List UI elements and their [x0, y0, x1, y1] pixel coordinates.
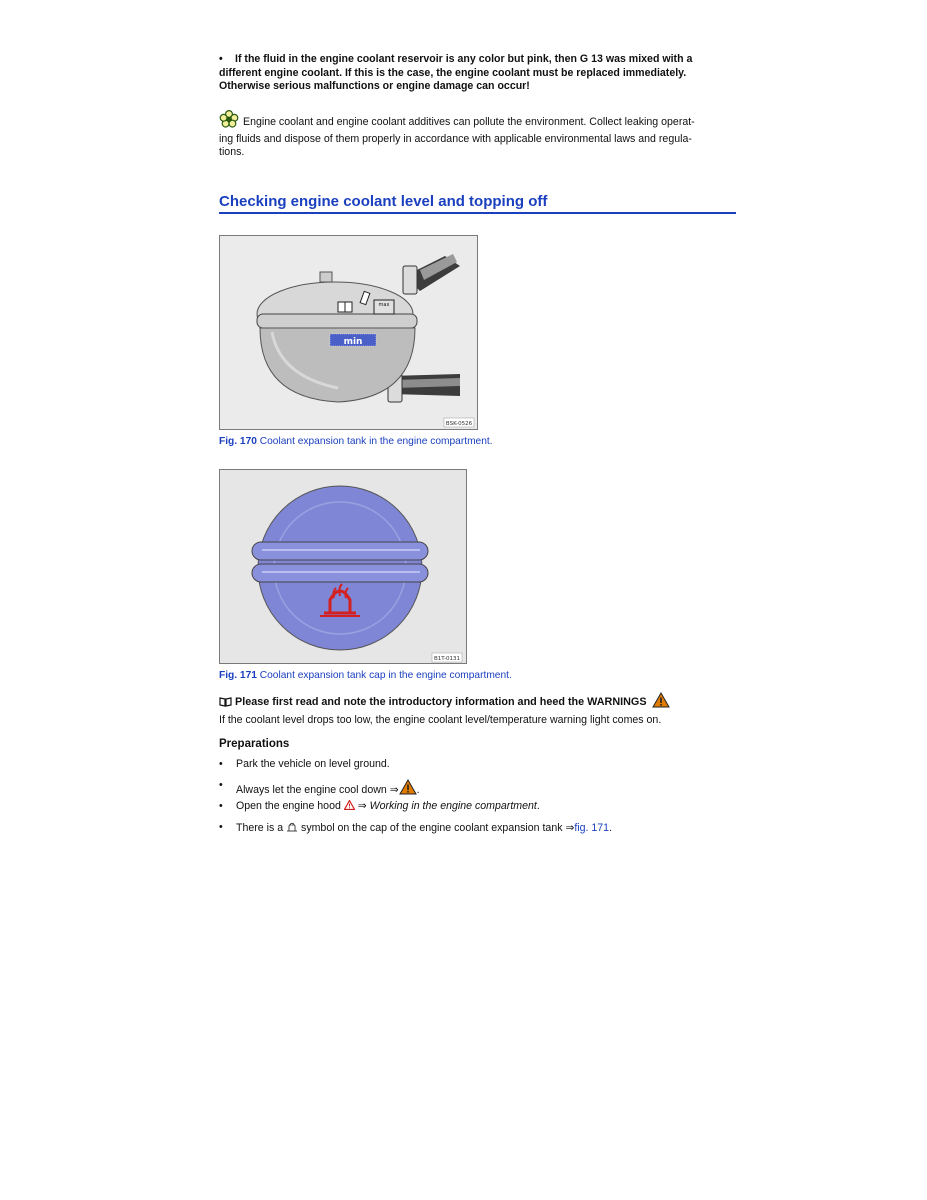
env-line-1: Engine coolant and engine coolant additives can pollute the environment. Collect leaking operat-: [243, 116, 695, 128]
environment-note: [219, 110, 739, 160]
list-item-text: Always let the engine cool down ⇒: [236, 784, 399, 796]
bullet: •: [219, 53, 223, 65]
warning-triangle-icon[interactable]: [652, 692, 670, 711]
cross-reference-link[interactable]: Working in the engine compartment: [369, 800, 537, 812]
warning-bullet: [219, 53, 739, 94]
flower-icon: [219, 110, 239, 133]
env-line-3: tions.: [219, 146, 245, 158]
red-warning-icon[interactable]: [344, 800, 355, 813]
figure-170-label: Fig. 170: [219, 436, 257, 447]
list-item: [219, 800, 612, 821]
preparations-title: Preparations: [219, 738, 290, 750]
read-note-text: Please first read and note the introductory information and heed the WARNINGS: [235, 696, 647, 708]
list-item-text-after: symbol on the cap of the engine coolant expansion tank ⇒: [301, 822, 575, 834]
list-item-text: Park the vehicle on level ground.: [236, 758, 390, 770]
figure-171-label: Fig. 171: [219, 670, 257, 681]
preparations-list: [219, 758, 612, 842]
warning-line-3: Otherwise serious malfunctions or engine damage can occur!: [219, 80, 530, 92]
warning-line-1: If the fluid in the engine coolant reservoir is any color but pink, then G 13 was mixed with a: [235, 53, 693, 65]
bullet: •: [219, 800, 223, 812]
max-label: max: [378, 302, 390, 308]
section-heading: Checking engine coolant level and topping off: [219, 193, 736, 214]
figure-170-caption: [219, 436, 493, 447]
list-item: [219, 821, 612, 842]
figure-171-text: Coolant expansion tank cap in the engine compartment.: [259, 670, 512, 681]
list-item-suffix: .: [416, 784, 420, 796]
figure-170-image: [219, 235, 478, 430]
list-item-suffix: .: [609, 822, 613, 834]
arrow: ⇒: [354, 800, 370, 812]
list-item-suffix: .: [536, 800, 540, 812]
figure-171-code: B1T-0131: [433, 656, 461, 662]
figure-link[interactable]: fig. 171: [574, 822, 610, 834]
list-item-text: Open the engine hood: [236, 800, 341, 812]
bullet: •: [219, 821, 223, 833]
env-line-2: ing fluids and dispose of them properly in accordance with applicable environmental laws and regula-: [219, 132, 692, 145]
bullet: •: [219, 779, 223, 791]
intro-paragraph: If the coolant level drops too low, the engine coolant level/temperature warning light comes on.: [219, 714, 662, 726]
warning-line-2: different engine coolant. If this is the case, the engine coolant must be replaced immediately.: [219, 66, 687, 79]
min-label: min: [343, 337, 363, 347]
warning-triangle-icon[interactable]: [399, 779, 417, 798]
bullet: •: [219, 758, 223, 770]
figure-171-caption: [219, 670, 512, 681]
list-item: [219, 779, 612, 800]
hot-coolant-symbol-icon: [286, 821, 298, 835]
figure-170-code: BSK-0526: [445, 421, 473, 427]
list-item: [219, 758, 612, 779]
figure-171-image: [219, 469, 467, 664]
read-note: [219, 692, 670, 711]
book-icon: [219, 696, 232, 710]
figure-170-text: Coolant expansion tank in the engine compartment.: [259, 436, 493, 447]
list-item-text: There is a: [236, 822, 284, 834]
